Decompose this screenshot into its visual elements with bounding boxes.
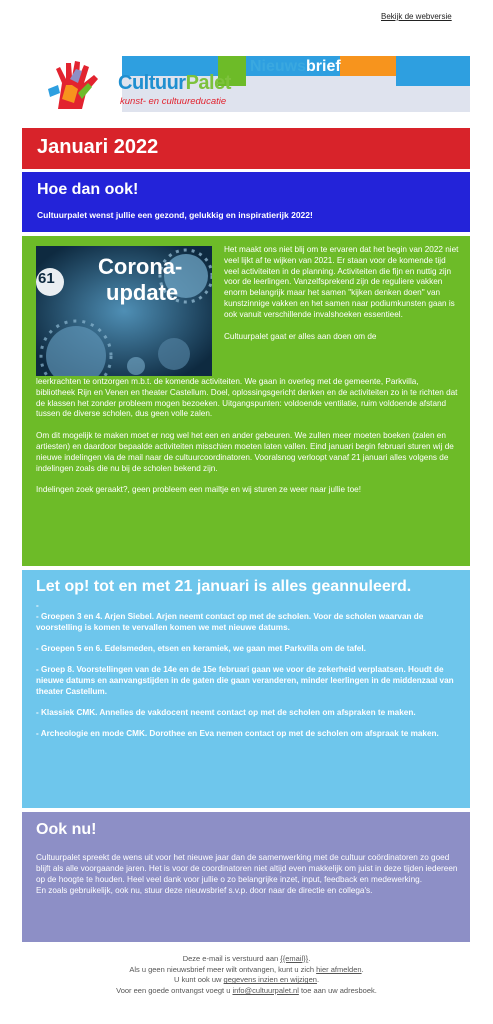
date-title: Januari 2022	[37, 136, 159, 158]
logo-main: Cultuur	[118, 72, 186, 94]
green-paragraph-3: Om dit mogelijk te maken moet er nog wel het een en ander gebeuren. We zullen meer moeten boeken (zalen en artiesten) en daardoor bepaalde activiteiten misschien moeten laten vallen. Eind januari begin februari sturen wij de nieuwe indelingen via de mail naar de cultuurcoordinatoren. Vooralsnog verloopt vanaf 21 januari alles volgens de indelingen zoals die nu bij de scholen bekend zijn.	[36, 431, 454, 473]
list-item: -	[36, 601, 39, 610]
hoe-title: Hoe dan ook!	[37, 181, 139, 198]
corona-update-block	[22, 236, 470, 566]
cancelled-title: Let op! tot en met 21 januari is alles geannuleerd.	[36, 578, 412, 595]
nieuwsbrief-b: brief	[306, 58, 341, 75]
banner-bar-orange	[340, 56, 396, 76]
green-right-text	[224, 245, 460, 342]
banner-bar-light2	[396, 86, 470, 112]
logo-accent: Palet	[185, 72, 231, 94]
hoe-dan-ook-block	[22, 172, 470, 232]
edit-details-link[interactable]: gegevens inzien en wijzigen	[223, 975, 317, 985]
green-bottom-text	[36, 377, 460, 507]
nieuwsbrief-a: Nieuws	[250, 58, 307, 75]
email-placeholder-link[interactable]: {{email}}	[280, 954, 309, 963]
ooknu-title: Ook nu!	[36, 821, 97, 838]
logo-wordmark	[118, 72, 231, 95]
footer-line-1: Deze e-mail is verstuurd aan {{email}}.	[182, 954, 311, 963]
green-paragraph-4: Indelingen zoek geraakt?, geen probleem een mailtje en wij sturen ze weer naar jullie toe!	[36, 485, 361, 495]
footer-line-4: Voor een goede ontvangst voegt u info@cultuurpalet.nl toe aan uw adresboek.	[116, 985, 377, 995]
green-paragraph-2a: Cultuurpalet gaat er alles aan doen om de	[224, 331, 377, 341]
list-item: - Groepen 3 en 4. Arjen Siebel. Arjen neemt contact op met de scholen. Voor de scholen waarvan de voorstelling is komen te vervallen komen we met nieuwe datums.	[36, 612, 424, 632]
banner-bar-blue3	[396, 56, 470, 86]
list-item: - Archeologie en mode CMK. Dorothee en Eva nemen contact op met de scholen om afspraak te maken.	[36, 729, 439, 738]
ook-nu-block	[22, 812, 470, 942]
cancelled-block	[22, 570, 470, 808]
list-item: - Groep 8. Voorstellingen van de 14e en de 15e februari gaan we voor de zekerheid verplaatsen. Houdt de nieuwe datums en aanvangstijden in de gaten die gaan veranderen, minder leerlingen in de middenzaal van theater Castellum.	[36, 665, 454, 696]
email-address-link[interactable]: info@cultuurpalet.nl	[232, 985, 299, 995]
unsubscribe-link[interactable]: hier afmelden	[316, 964, 362, 974]
nieuwsbrief-title	[250, 58, 341, 76]
corona-update-image	[36, 246, 212, 376]
list-item: - Klassiek CMK. Annelies de vakdocent neemt contact op met de scholen om afspraken te maken.	[36, 708, 416, 717]
footer	[0, 954, 493, 996]
ooknu-paragraph: Cultuurpalet spreekt de wens uit voor het nieuwe jaar dan de samenwerking met de cultuur coördinatoren zo goed blijft als alle voorgaande jaren. Het is voor de coordinatoren niet altijd even makkelijk om juist in deze tijden iedereen op de hoogte te houden. Heel veel dank voor jullie o zo belangrijke inzet, input, feedback en medewerking.	[36, 853, 458, 884]
list-item: - Groepen 5 en 6. Edelsmeden, etsen en keramiek, we gaan met Parkvilla om de tafel.	[36, 644, 366, 653]
header-banner	[22, 56, 470, 112]
image-number: 61	[38, 270, 55, 287]
green-paragraph-1: Het maakt ons niet blij om te ervaren dat het begin van 2022 niet veel lijkt af te wijken van 2021. Er staan voor de komende tijd veel activiteiten in de planning. Activiteiten die fijn en nuttig zijn voor de leerlingen. Vanzelfsprekend zijn de reguliere vakken enorm belangrijk maar het samen "kijken denken doen" van kunstzinnige vakken en het samen naar podiumkunsten gaan is ook vanuit verschillende invalshoeken essentieel.	[224, 245, 459, 319]
date-block	[22, 128, 470, 169]
footer-line-3: U kunt ook uw gegevens inzien en wijzigen.	[173, 975, 320, 985]
image-text-2: update	[106, 280, 179, 305]
footer-line-2: Als u geen nieuwsbrief meer wilt ontvangen, kunt u zich hier afmelden.	[129, 964, 364, 974]
ooknu-text	[36, 852, 461, 896]
webversion-link[interactable]: Bekijk de webversie	[381, 12, 452, 21]
logo-tagline: kunst- en cultuureducatie	[120, 96, 227, 107]
cancelled-list	[36, 600, 461, 749]
green-paragraph-2b: leerkrachten te ontzorgen m.b.t. de komende activiteiten. We gaan in overleg met de gemeente, Parkvilla, bibliotheek Rijn en Venen en theater Castellum. Doel, oplossingsgericht denken en de activiteiten zo in te richten dat de klassen het zonder probleem mogen bezoeken. Uitgangspunten: voldoende ventilatie, ruim voldoende afstand tussen de diverse scholen, dus geen volle zalen.	[36, 377, 458, 419]
image-text-1: Corona-	[98, 254, 183, 279]
ooknu-paragraph-2: En zoals gebruikelijk, ook nu, stuur deze nieuwsbrief s.v.p. door naar de directie en collega's.	[36, 886, 373, 895]
hoe-intro: Cultuurpalet wenst jullie een gezond, gelukkig en inspiratierijk 2022!	[37, 210, 313, 220]
hand-logo-icon	[48, 59, 112, 111]
